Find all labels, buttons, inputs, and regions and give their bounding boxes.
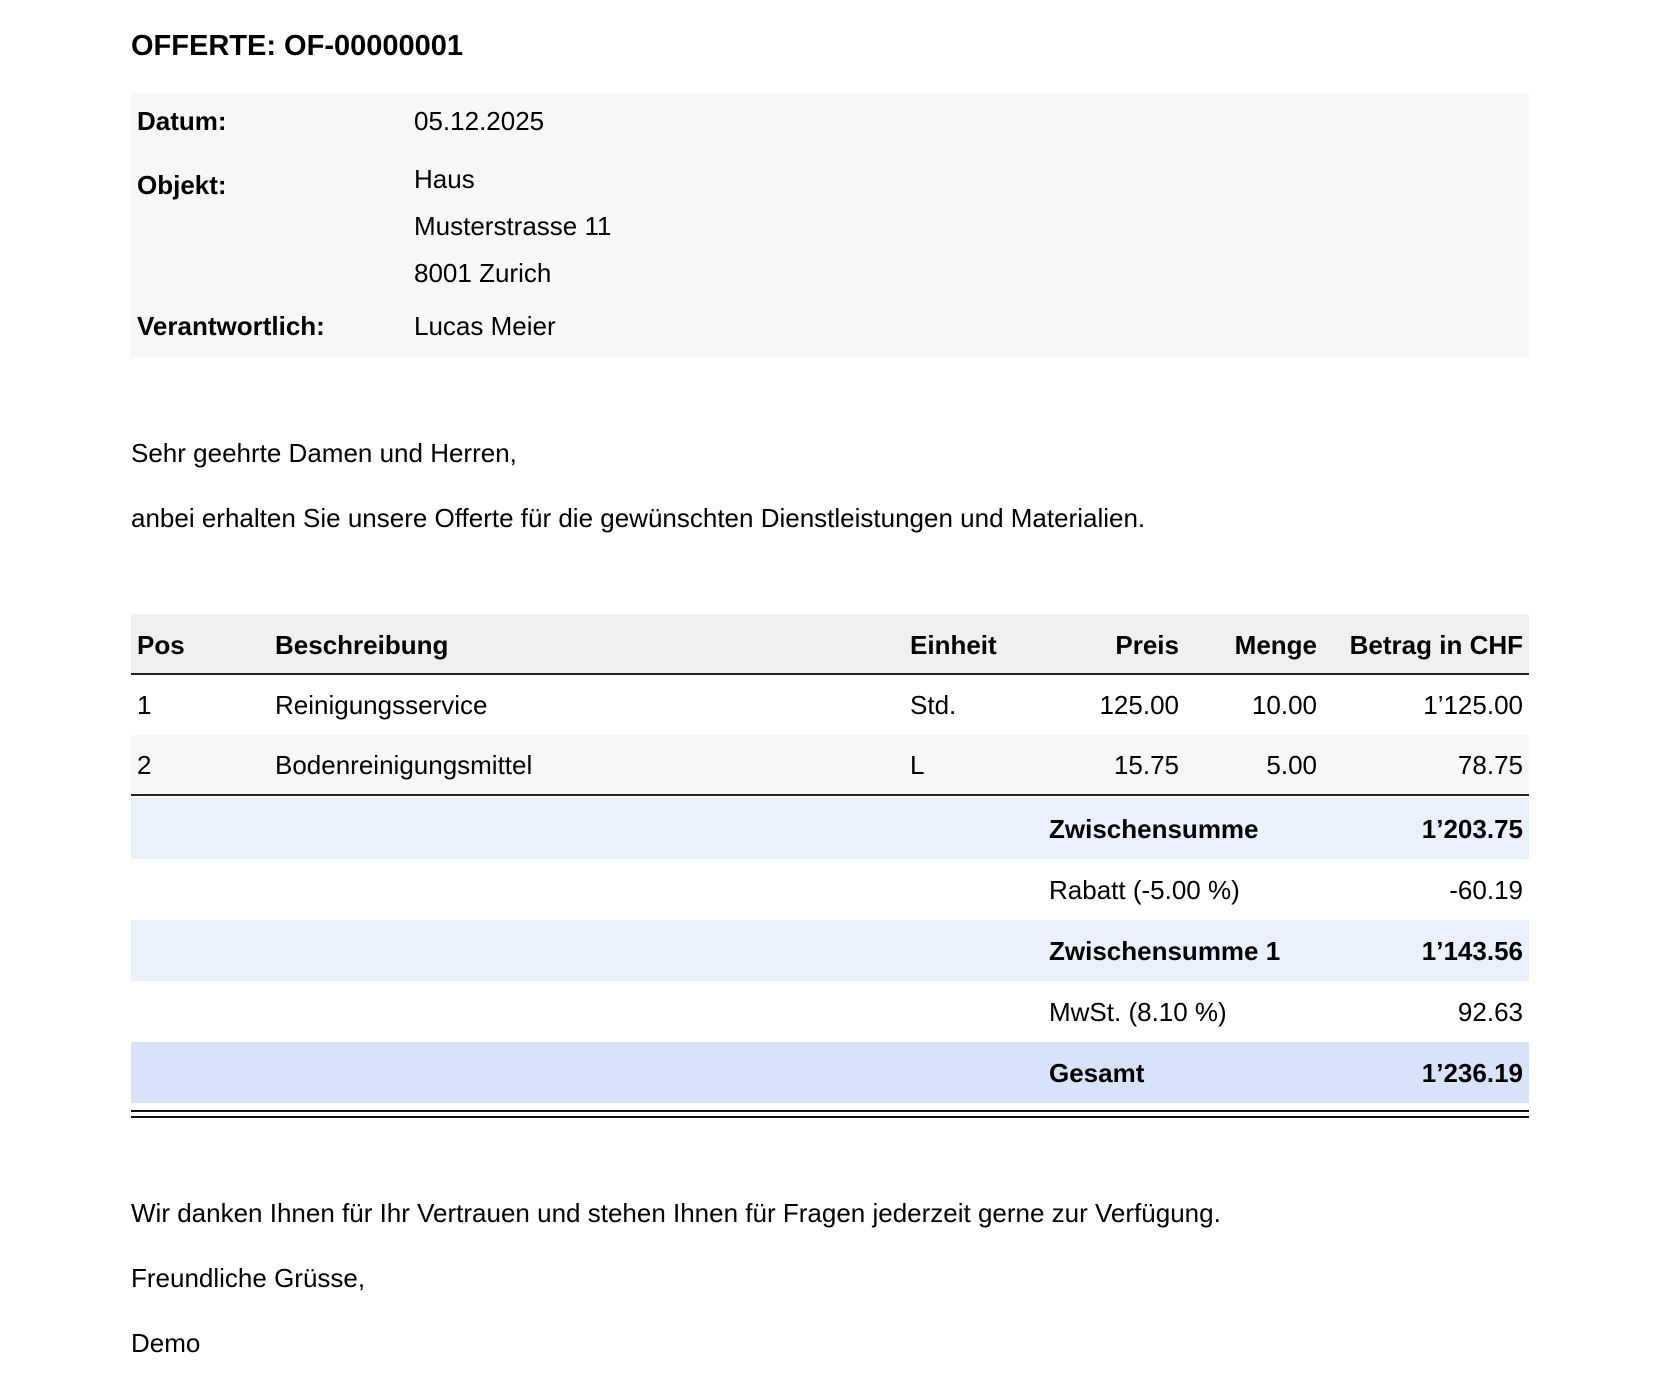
total-double-rule-top bbox=[131, 1110, 1529, 1112]
object-label: Objekt: bbox=[137, 170, 227, 200]
object-line-1: Haus bbox=[414, 164, 475, 194]
grand-total-row bbox=[131, 1042, 1529, 1103]
header-quantity: Menge bbox=[1234, 630, 1317, 660]
thanks-text: Wir danken Ihnen für Ihr Vertrauen und stehen Ihnen für Fragen jederzeit gerne zur Verfügung. bbox=[131, 1198, 1221, 1228]
responsible-value: Lucas Meier bbox=[414, 311, 556, 341]
date-value: 05.12.2025 bbox=[414, 106, 545, 136]
row-unit: Std. bbox=[910, 690, 957, 720]
row-amount: 78.75 bbox=[1457, 750, 1523, 780]
intro-text: anbei erhalten Sie unsere Offerte für die gewünschten Dienstleistungen und Materialien. bbox=[131, 503, 1146, 533]
header-amount: Betrag in CHF bbox=[1349, 630, 1523, 660]
subtotal-value: 1’203.75 bbox=[1421, 814, 1523, 844]
vat-row bbox=[131, 981, 1529, 1042]
subtotal-row bbox=[131, 798, 1529, 859]
responsible-label: Verantwortlich: bbox=[137, 311, 325, 341]
signature-text: Demo bbox=[131, 1328, 201, 1358]
row-price: 125.00 bbox=[1099, 690, 1179, 720]
meta-info-box bbox=[131, 93, 1529, 357]
subtotal-1-value: 1’143.56 bbox=[1421, 936, 1523, 966]
header-unit: Einheit bbox=[910, 630, 997, 660]
date-label: Datum: bbox=[137, 106, 227, 136]
subtotal-1-label: Zwischensumme 1 bbox=[1049, 936, 1281, 966]
greeting-text: Sehr geehrte Damen und Herren, bbox=[131, 438, 517, 468]
document-title: OFFERTE: OF-00000001 bbox=[131, 30, 463, 62]
subtotal-1-row bbox=[131, 920, 1529, 981]
grand-total-label: Gesamt bbox=[1049, 1058, 1145, 1088]
row-price: 15.75 bbox=[1113, 750, 1179, 780]
table-row bbox=[131, 675, 1529, 735]
row-quantity: 5.00 bbox=[1266, 750, 1317, 780]
vat-value: 92.63 bbox=[1457, 997, 1523, 1027]
row-pos: 1 bbox=[137, 690, 152, 720]
total-double-rule-bottom bbox=[131, 1116, 1529, 1118]
header-description: Beschreibung bbox=[275, 630, 449, 660]
discount-row bbox=[131, 859, 1529, 920]
discount-value: -60.19 bbox=[1449, 875, 1523, 905]
object-line-2: Musterstrasse 11 bbox=[414, 211, 612, 241]
row-unit: L bbox=[910, 750, 925, 780]
grand-total-value: 1’236.19 bbox=[1421, 1058, 1523, 1088]
vat-label: MwSt. (8.10 %) bbox=[1049, 997, 1227, 1027]
subtotal-label: Zwischensumme bbox=[1049, 814, 1259, 844]
regards-text: Freundliche Grüsse, bbox=[131, 1263, 366, 1293]
items-table-header bbox=[131, 614, 1529, 675]
row-description: Bodenreinigungsmittel bbox=[275, 750, 533, 780]
row-description: Reinigungsservice bbox=[275, 690, 488, 720]
row-pos: 2 bbox=[137, 750, 152, 780]
row-quantity: 10.00 bbox=[1251, 690, 1317, 720]
object-line-3: 8001 Zurich bbox=[414, 258, 552, 288]
header-pos: Pos bbox=[137, 630, 185, 660]
row-amount: 1’125.00 bbox=[1423, 690, 1523, 720]
discount-label: Rabatt (-5.00 %) bbox=[1049, 875, 1240, 905]
table-row bbox=[131, 735, 1529, 796]
header-price: Preis bbox=[1115, 630, 1179, 660]
